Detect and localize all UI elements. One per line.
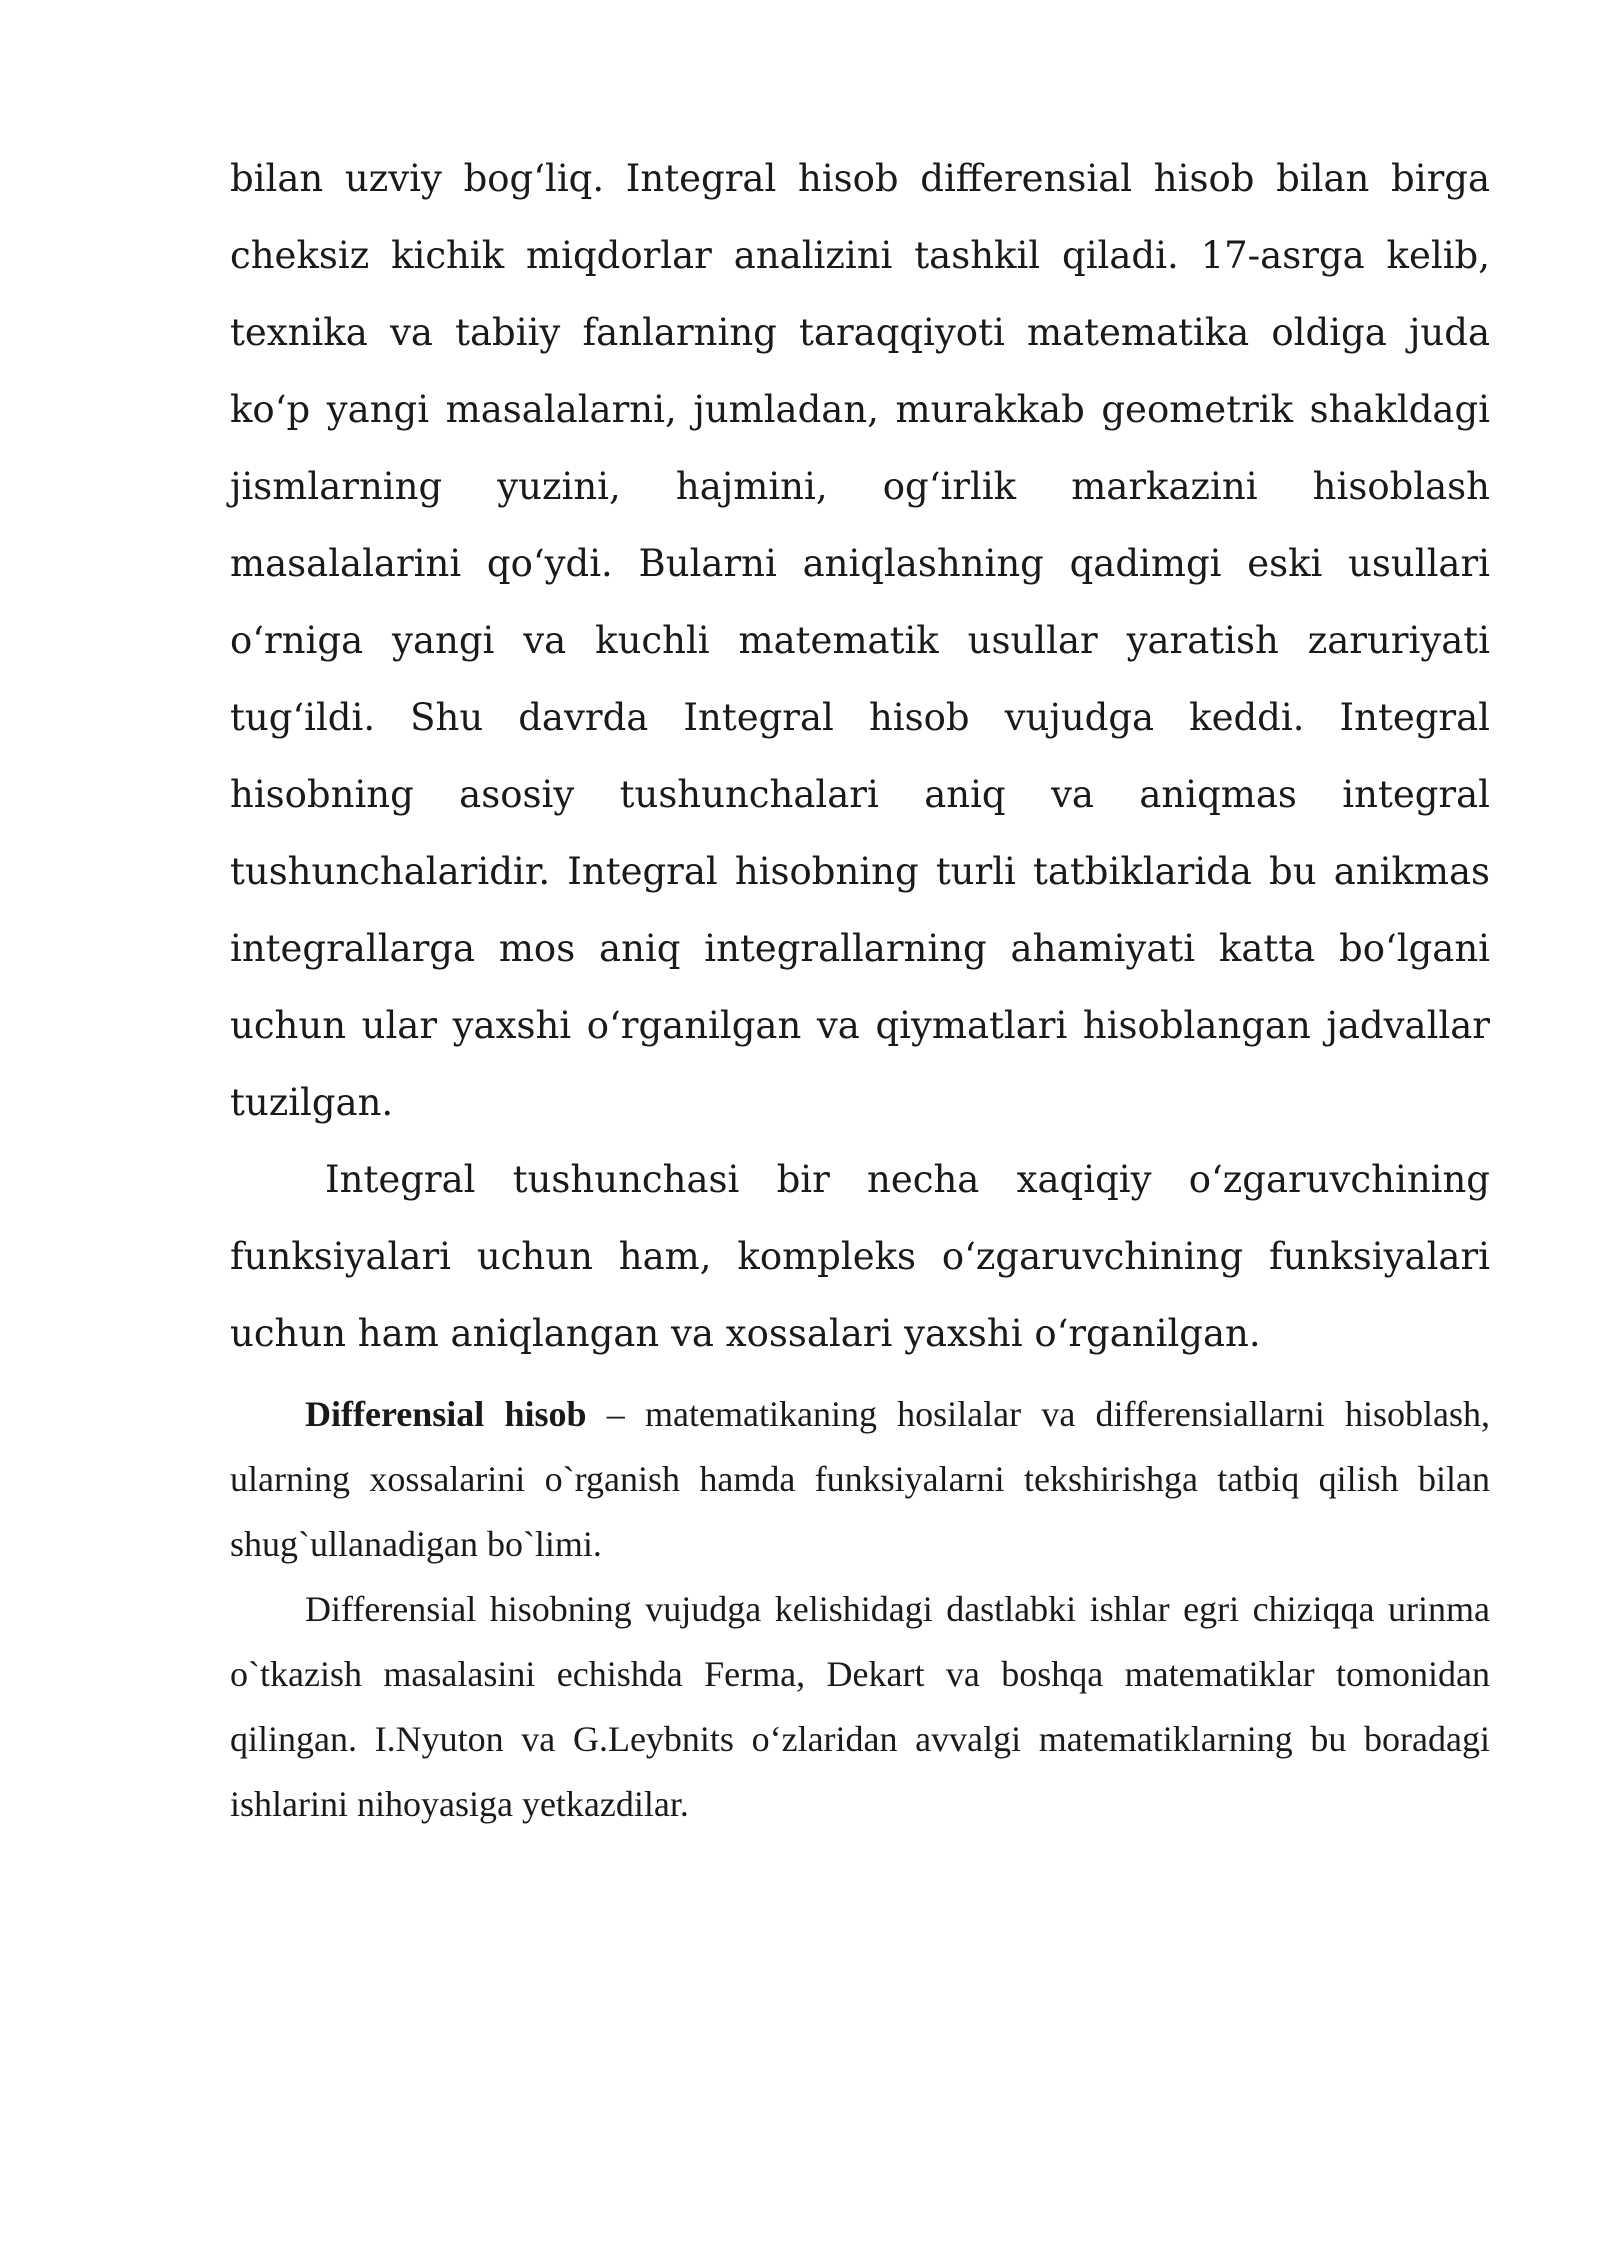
paragraph-integral-history: bilan uzviy bog‘liq. Integral hisob differensial hisob bilan birga cheksiz kichik miqdorlar analizini tashkil qiladi. 17-asrga kelib, texnika va tabiiy fanlarning taraqqiyoti matematika oldiga juda ko‘p yangi masalalarni, jumladan, murakkab geometrik shakldagi jismlarning yuzini, hajmini, og‘irlik markazini hisoblash masalalarini qo‘ydi. Bularni aniqlashning qadimgi eski usullari o‘rniga yangi va kuchli matematik usullar yaratish zaruriyati tug‘ildi. Shu davrda Integral hisob vujudga keddi. Integral hisobning asosiy tushunchalari aniq va aniqmas integral tushunchalaridir. Integral hisobning turli tatbiklarida bu anikmas integrallarga mos aniq integrallarning ahamiyati katta bo‘lgani uchun ular yaxshi o‘rganilgan va qiymatlari hisoblangan jadvallar tuzilgan. <box>230 157 1490 1124</box>
paragraph-integral-concept: Integral tushunchasi bir necha xaqiqiy o‘zgaruvchining funksiyalari uchun ham, kompleks o‘zgaruvchining funksiyalari uchun ham aniqlangan va xossalari yaxshi o‘rganilgan. <box>230 1158 1490 1355</box>
document-body <box>230 140 1490 1837</box>
paragraph-differential-definition <box>230 1382 1490 1577</box>
definition-text: – matematikaning hosilalar va differensiallarni hisoblash, ularning xossalarini o`rganish hamda funksiyalarni tekshirishga tatbiq qilish bilan shug`ullanadigan bo`limi. <box>230 1394 1490 1564</box>
term-differential-hisob: Differensial hisob <box>305 1394 587 1434</box>
paragraph-differential-history: Differensial hisobning vujudga kelishidagi dastlabki ishlar egri chiziqqa urinma o`tkazish masalasini echishda Ferma, Dekart va boshqa matematiklar tomonidan qilingan. I.Nyuton va G.Leybnits o‘zlaridan avvalgi matematiklarning bu boradagi ishlarini nihoyasiga yetkazdilar. <box>230 1589 1490 1824</box>
